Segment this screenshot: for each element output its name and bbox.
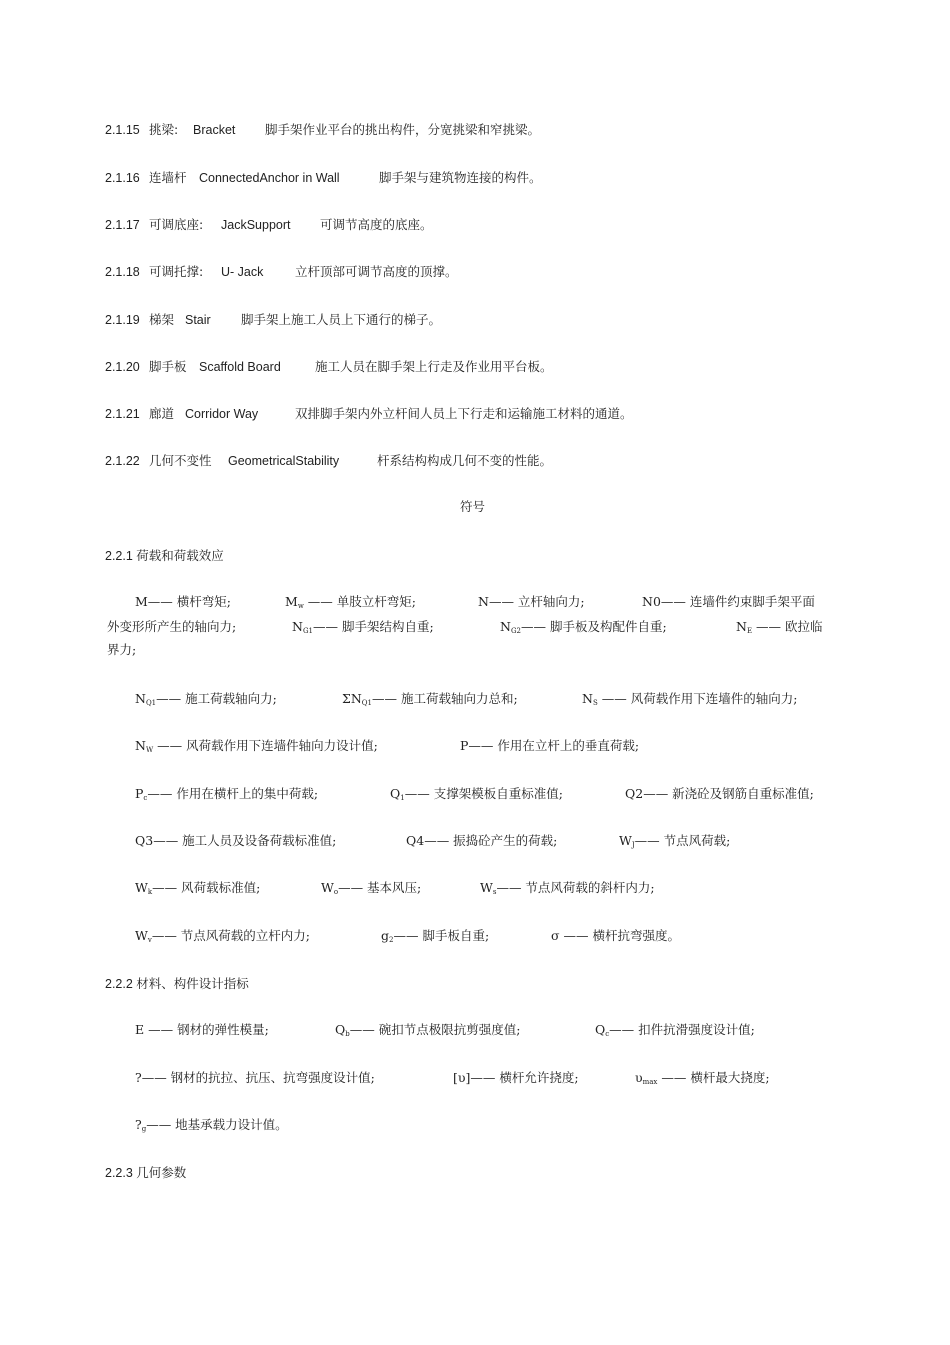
definition-term-en: Stair	[185, 313, 211, 327]
symbol-Wo: Wo—— 基本风压;	[321, 880, 422, 896]
definition-term-zh: 廊道	[149, 406, 175, 421]
definition-term-en: Corridor Way	[185, 407, 259, 421]
definition-number: 2.1.17	[105, 218, 140, 232]
symbol-Mw: Mw —— 单肢立杆弯矩;	[285, 594, 416, 610]
symbol-sum-NQ1: ΣNQ1—— 施工荷载轴向力总和;	[342, 691, 518, 707]
symbol-NW: NW —— 风荷载作用下连墙件轴向力设计值;	[135, 738, 378, 754]
definition-term-en: Scaffold Board	[199, 360, 281, 374]
symbol-Ws: Ws—— 节点风荷载的斜杆内力;	[480, 880, 655, 896]
definition-term-en: GeometricalStability	[228, 454, 340, 468]
definition-description: 可调节高度的底座。	[320, 217, 433, 232]
definition-number: 2.1.21	[105, 407, 140, 421]
symbol-fg: ?g—— 地基承载力设计值。	[135, 1117, 288, 1133]
symbol-Wv: Wv—— 节点风荷载的立杆内力;	[135, 928, 311, 944]
symbols-heading: 符号	[460, 499, 486, 514]
definition-number: 2.1.16	[105, 171, 140, 185]
symbol-NS: NS —— 风荷载作用下连墙件的轴向力;	[582, 691, 798, 707]
definition-term-zh: 几何不变性	[149, 453, 212, 468]
definition-description: 施工人员在脚手架上行走及作业用平台板。	[315, 359, 553, 374]
symbol-paragraph-1-line-3: 界力;	[107, 642, 137, 657]
symbol-g2: g2—— 脚手板自重;	[381, 928, 490, 944]
section-2-2-1-heading: 2.2.1 荷载和荷载效应	[105, 549, 224, 563]
definition-term-zh: 梯架	[149, 312, 175, 327]
section-2-2-2-heading: 2.2.2 材料、构件设计指标	[105, 977, 249, 991]
symbol-Pc: Pc—— 作用在横杆上的集中荷载;	[135, 786, 319, 802]
definition-term-en: U- Jack	[221, 265, 264, 279]
symbol-N: N—— 立杆轴向力;	[478, 594, 585, 609]
definition-term-zh: 连墙杆	[149, 170, 187, 185]
symbol-NQ1: NQ1—— 施工荷载轴向力;	[135, 691, 277, 707]
symbol-WJ: WJ—— 节点风荷载;	[619, 833, 731, 849]
symbol-P: P—— 作用在立杆上的垂直荷载;	[460, 738, 640, 753]
symbol-vmax: υmax —— 横杆最大挠度;	[635, 1070, 770, 1086]
definition-term-zh: 可调托撑:	[149, 264, 204, 279]
symbol-sigma: σ —— 横杆抗弯强度。	[551, 928, 680, 943]
material-row-3	[135, 1117, 288, 1135]
definition-term-en: ConnectedAnchor in Wall	[199, 171, 340, 185]
definition-term-zh: 可调底座:	[149, 217, 204, 232]
definition-description: 脚手架上施工人员上下通行的梯子。	[241, 312, 442, 327]
symbol-Qb: Qb—— 碗扣节点极限抗剪强度值;	[335, 1022, 521, 1038]
definition-description: 立杆顶部可调节高度的顶撑。	[295, 264, 458, 279]
symbol-Q2: Q2—— 新浇砼及钢筋自重标准值;	[625, 786, 814, 801]
definition-term-en: JackSupport	[221, 218, 291, 232]
symbol-NG2: NG2—— 脚手板及构配件自重;	[500, 619, 667, 635]
continuation-text: 外变形所产生的轴向力;	[107, 619, 237, 634]
symbol-N0: N0—— 连墙件约束脚手架平面	[642, 594, 815, 609]
symbol-NG1: NG1—— 脚手架结构自重;	[292, 619, 434, 635]
definition-description: 脚手架与建筑物连接的构件。	[379, 170, 542, 185]
definition-description: 脚手架作业平台的挑出构件，分宽挑梁和窄挑梁。	[265, 122, 541, 137]
definition-description: 杆系结构构成几何不变的性能。	[377, 453, 553, 468]
definition-number: 2.1.20	[105, 360, 140, 374]
definition-number: 2.1.19	[105, 313, 140, 327]
symbol-M: M—— 横杆弯矩;	[135, 594, 231, 609]
definition-description: 双排脚手架内外立杆间人员上下行走和运输施工材料的通道。	[295, 406, 633, 421]
symbol-Q3: Q3—— 施工人员及设备荷载标准值;	[135, 833, 337, 848]
definition-number: 2.1.15	[105, 123, 140, 137]
definition-term-zh: 挑梁:	[149, 122, 179, 137]
definition-term-en: Bracket	[193, 123, 236, 137]
symbol-E: E —— 钢材的弹性模量;	[135, 1022, 269, 1037]
symbol-f: ?—— 钢材的抗拉、抗压、抗弯强度设计值;	[135, 1070, 375, 1085]
symbol-NE: NE —— 欧拉临	[736, 619, 823, 635]
definition-number: 2.1.18	[105, 265, 140, 279]
symbol-Wk: Wk—— 风荷载标准值;	[135, 880, 261, 896]
symbol-Q4: Q4—— 振捣砼产生的荷载;	[406, 833, 558, 848]
symbol-allowable-deflection: [υ]—— 横杆允许挠度;	[453, 1070, 579, 1085]
definition-number: 2.1.22	[105, 454, 140, 468]
section-2-2-3-heading: 2.2.3 几何参数	[105, 1166, 187, 1180]
symbol-Q1: Q1—— 支撑架模板自重标准值;	[390, 786, 563, 802]
symbol-Qc: Qc—— 扣件抗滑强度设计值;	[595, 1022, 755, 1038]
definition-term-zh: 脚手板	[149, 359, 187, 374]
